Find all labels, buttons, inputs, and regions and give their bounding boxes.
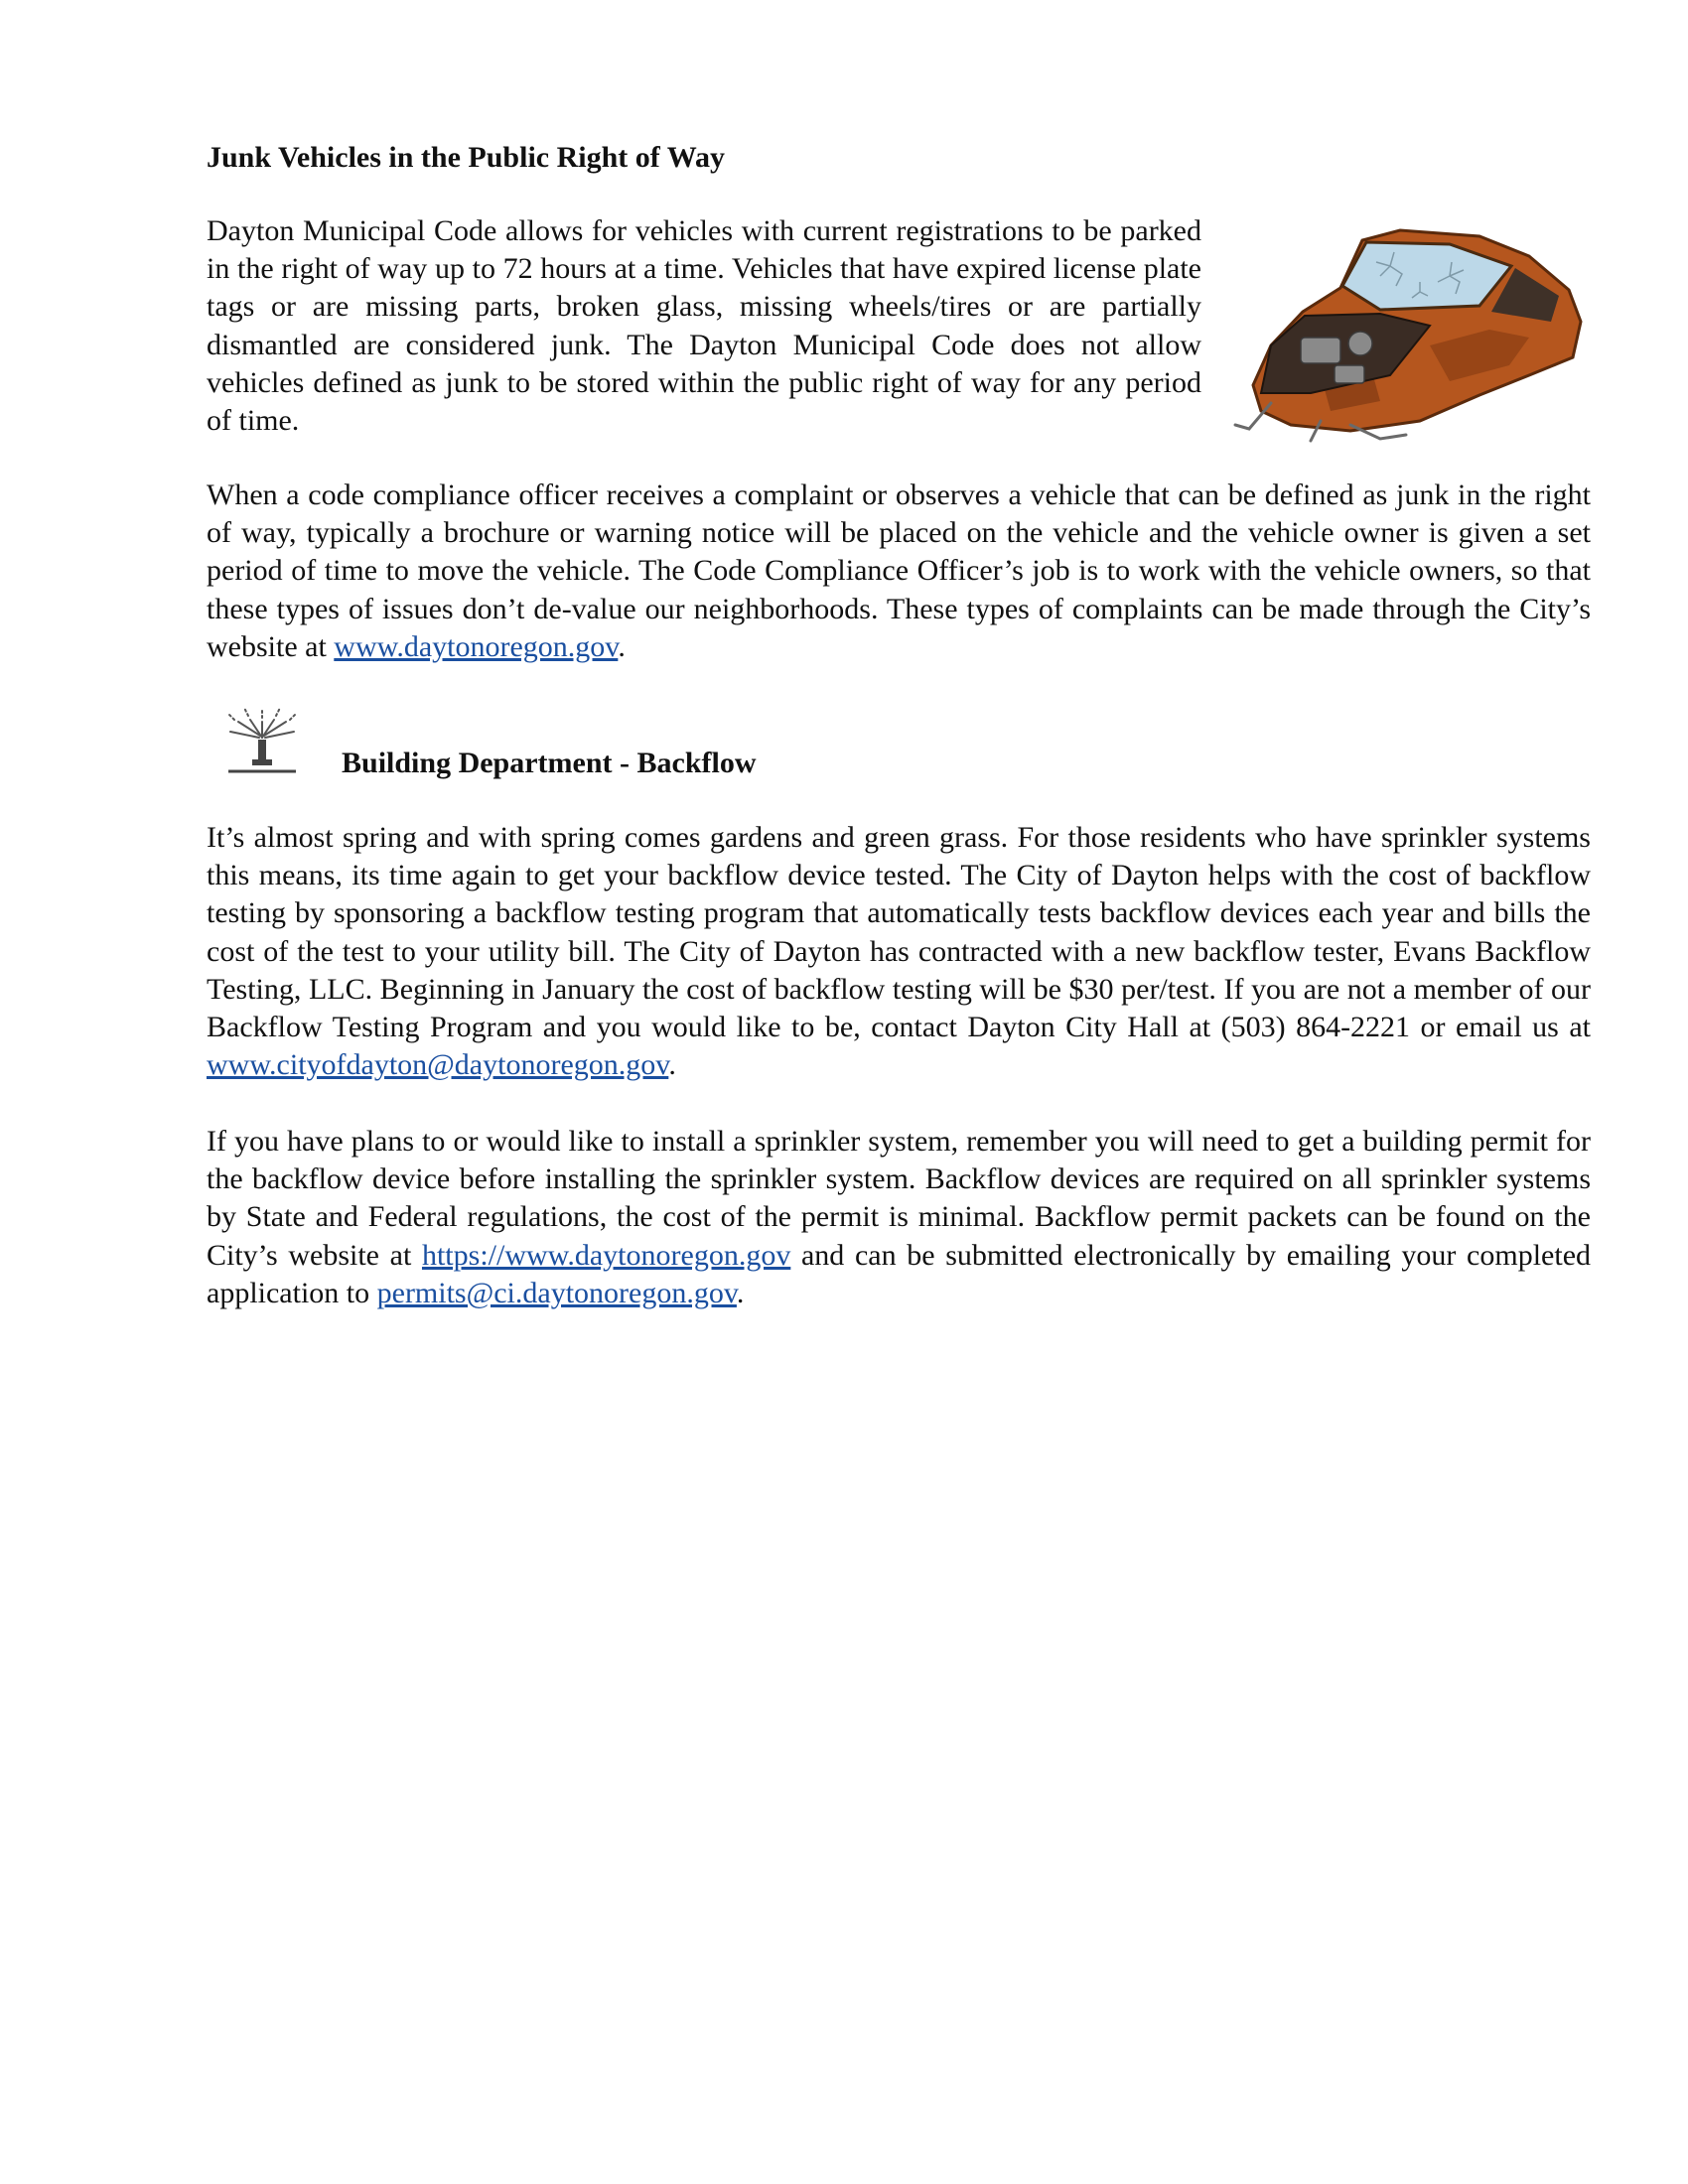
cityofdayton-email-link[interactable]: www.cityofdayton@daytonoregon.gov — [207, 1048, 669, 1082]
sprinkler-icon — [224, 698, 300, 783]
backflow-p2-end: . — [736, 1276, 745, 1309]
junk-p2-end: . — [618, 629, 626, 663]
backflow-heading: Building Department - Backflow — [342, 747, 757, 779]
junk-vehicles-paragraph-2 — [207, 477, 1591, 666]
backflow-p2-text: If you have plans to or would like to install a sprinkler system, remember you will need to get a building permit for the backflow device before installing the sprinkler system. Backflow devices are required on all sprinkler systems by State and Federal regulations, the cost of the permit is minimal. Backflow permit packets can be found on the City’s website at — [207, 1125, 1591, 1272]
backflow-p1-text: It’s almost spring and with spring comes gardens and green grass. For those residents who have sprinkler systems this means, its time again to get your backflow device tested. The City of Dayton helps with the cost of backflow testing by sponsoring a backflow testing program that automatically tests backflow devices each year and bills the cost of the test to your utility bill. The City of Dayton has contracted with a new backflow tester, Evans Backflow Testing, LLC. Beginning in January the cost of backflow testing will be $30 per/test. If you are not a member of our Backflow Testing Program and you would like to be, contact Dayton City Hall at (503) 864-2221 or email us at — [207, 821, 1591, 1044]
daytonoregon-link[interactable]: www.daytonoregon.gov — [334, 629, 619, 663]
junk-vehicles-paragraph-1: Dayton Municipal Code allows for vehicles with current registrations to be parked in the right of way up to 72 hours at a time. Vehicles that have expired license plate tags or are missing parts, broken glass, missing wheels/tires or are partially dismantled are considered junk. The Dayton Municipal Code does not allow vehicles defined as junk to be stored within the public right of way for any period of time. — [207, 214, 1201, 438]
junk-p2-text: When a code compliance officer receives a complaint or observes a vehicle that can be defined as junk in the right of way, typically a brochure or warning notice will be placed on the vehicle and the vehicle owner is given a set period of time to move the vehicle. The Code Compliance Officer’s job is to work with the vehicle owners, so that these types of issues don’t de-value our neighborhoods. These types of complaints can be made through the City’s website at — [207, 478, 1591, 663]
junk-car-icon — [1231, 226, 1591, 445]
backflow-p1-end: . — [668, 1048, 676, 1082]
permits-email-link[interactable]: permits@ci.daytonoregon.gov — [376, 1276, 737, 1309]
backflow-paragraph-1 — [207, 819, 1591, 1084]
daytonoregon-https-link[interactable]: https://www.daytonoregon.gov — [421, 1238, 791, 1272]
backflow-paragraph-2 — [207, 1123, 1591, 1312]
junk-vehicles-heading: Junk Vehicles in the Public Right of Way — [207, 141, 726, 174]
backflow-p2-mid: and can be submitted electronically by emailing your completed application to — [207, 1238, 1592, 1309]
